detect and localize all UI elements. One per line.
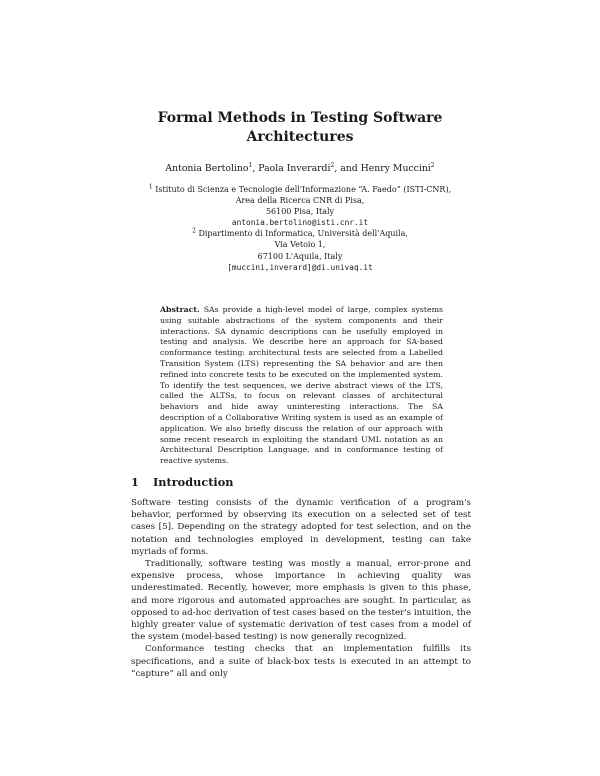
paper-title — [0, 109, 600, 147]
author-name: Antonia Bertolino — [165, 163, 249, 174]
paragraph: Conformance testing checks that an implementation fulfills its specifications, and a suite of black-box tests is executed in an attempt to “capture” all and only — [131, 644, 471, 679]
abstract-text: SAs provide a high-level model of large, complex systems using suitable abstractions of the system components and their interactions. SA dynamic descriptions can be usefully employed in testing and analysis. We describe here an approach for SA-based conformance testing: architectural tests are selected from a Labelled Transition System (LTS) representing the SA behavior and are then refined into concrete tests to be executed on the implemented system. To identify the test sequences, we derive abstract views of the LTS, called the ALTSs, to focus on relevant classes of architectural behaviors and hide away uninteresting interactions. The SA description of a Collaborative Writing system is used as an example of application. We also briefly discuss the relation of our approach with some recent research in exploiting the standard UML notation as an Architectural Description Language, and in conformance testing of reactive systems. — [160, 305, 443, 466]
abstract — [160, 305, 443, 467]
affiliation-2-line-1: $^2$ Dipartimento di Informatica, Università dell'Aquila, — [192, 227, 408, 239]
author-list — [0, 163, 600, 175]
affiliation-mark: 2 — [192, 227, 196, 235]
author-separator: , — [252, 163, 259, 174]
author-name: Paola Inverardi — [258, 163, 331, 174]
author-affil-mark: 2 — [330, 161, 335, 169]
affiliation-2-email: [muccini,inverard]@di.univaq.it — [227, 262, 373, 272]
author-affil-mark: 1 — [248, 161, 253, 169]
affiliation-1-line-2: Area della Ricerca CNR di Pisa, — [235, 196, 365, 206]
paragraph: Software testing consists of the dynamic verification of a program's behavior, performed by observing its execution on a selected set of test cases [5]. Depending on the strategy adopted for test selection, and on the notation and technologies employed in development, testing can take myriads of forms. — [131, 498, 471, 557]
author-separator: , and — [334, 163, 361, 174]
author-name: Henry Muccini — [360, 163, 431, 174]
affiliation-1-line-1: $^1$ Istituto di Scienza e Tecnologie dell'Informazione “A. Faedo” (ISTI-CNR), — [148, 183, 452, 194]
affiliation-2-line-3: 67100 L'Aquila, Italy — [257, 251, 343, 261]
section-number: 1 — [131, 475, 139, 489]
section-title: Introduction — [153, 475, 234, 489]
title-line-1: Formal Methods in Testing Software — [157, 110, 443, 126]
affiliation-1-line-3: 56100 Pisa, Italy — [265, 207, 335, 217]
section-heading — [131, 475, 233, 489]
author-affil-mark: 2 — [430, 161, 435, 169]
affiliation-2-line-2: Via Vetoio 1, — [274, 240, 326, 250]
body-text — [131, 497, 471, 680]
affiliation-1-email: antonia.bertolino@isti.cnr.it — [231, 218, 369, 228]
affiliation-mark: 1 — [148, 183, 153, 191]
paragraph: Traditionally, software testing was mostly a manual, error-prone and expensive process, whose importance in achieving quality was underestimated. Recently, however, more emphasis is given to this phase, and more rigorous and automated approaches are sought. In particular, as opposed to ad-hoc derivation of test cases based on the tester's intuition, the highly greater value of systematic derivation of test cases from a model of the system (model-based testing) is now generally recognized. — [131, 559, 471, 643]
title-line-2: Architectures — [246, 129, 354, 145]
affiliations — [0, 184, 600, 273]
abstract-label: Abstract. — [160, 305, 200, 314]
